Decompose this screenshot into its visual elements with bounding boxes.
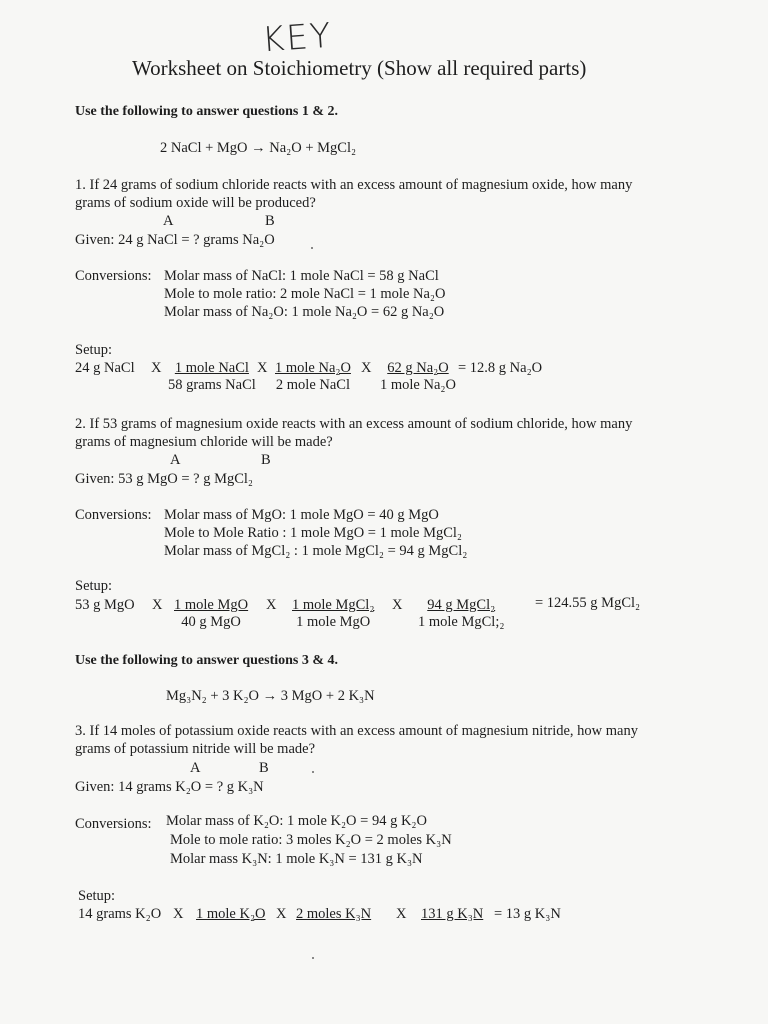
q1-factor-2-numerator: 1 mole Na₂O: [275, 360, 351, 376]
page-title: Worksheet on Stoichiometry (Show all required parts): [132, 56, 587, 80]
q2-question-line1: 2. If 53 grams of magnesium oxide reacts with an excess amount of sodium chloride, how many: [75, 416, 633, 432]
pen-mark: [312, 957, 314, 959]
q1-setup-label: Setup:: [75, 342, 113, 358]
q2-setup-start: 53 g MgO: [75, 597, 135, 613]
q1-factor-1-numerator: 1 mole NaCl: [174, 360, 249, 376]
q2-question-line2: grams of magnesium chloride will be made?: [75, 434, 333, 450]
q2-factor-2: [292, 597, 374, 631]
q1-given: Given: 24 g NaCl = ? grams Na₂O: [75, 232, 275, 248]
q1-conversion-1: Molar mass of NaCl: 1 mole NaCl = 58 g NaCl: [164, 268, 439, 284]
pen-mark: [312, 771, 314, 773]
pen-mark: [311, 247, 313, 249]
q1-factor-2: [275, 360, 351, 394]
q1-conversion-2: Mole to mole ratio: 2 mole NaCl = 1 mole Na₂O: [164, 286, 446, 302]
q2-times-1: X: [152, 597, 163, 613]
q3-factor-3-numerator: 131 g K₃N: [421, 906, 484, 922]
q3-factor-1-numerator: 1 mole K₂O: [196, 906, 266, 922]
q3-given: Given: 14 grams K₂O = ? g K₃N: [75, 779, 264, 795]
q1-factor-3-denominator: 1 mole Na₂O: [380, 377, 456, 393]
q1-factor-2-denominator: 2 mole NaCl: [275, 377, 351, 393]
q1-conversions-label: Conversions:: [75, 268, 152, 284]
q3-times-2: X: [276, 906, 287, 922]
q3-label-b: B: [259, 760, 269, 776]
q1-times-3: X: [361, 360, 372, 376]
q2-factor-3-numerator: 94 g MgCl₂: [427, 597, 496, 613]
q2-label-b: B: [261, 452, 271, 468]
q3-factor-2-numerator: 2 moles K₃N: [296, 906, 372, 922]
q2-label-a: A: [170, 452, 181, 468]
q1-factor-3: [380, 360, 456, 394]
q2-setup-label: Setup:: [75, 578, 113, 594]
q1-factor-1-denominator: 58 grams NaCl: [168, 377, 256, 393]
q1-question-line2: grams of sodium oxide will be produced?: [75, 195, 316, 211]
q2-given: Given: 53 g MgO = ? g MgCl₂: [75, 471, 253, 487]
q1-factor-3-numerator: 62 g Na₂O: [387, 360, 449, 376]
q2-times-2: X: [266, 597, 277, 613]
q3-conversion-2: Mole to mole ratio: 3 moles K₂O = 2 moles K₃N: [170, 832, 452, 848]
q2-factor-1-numerator: 1 mole MgO: [174, 597, 249, 613]
q3-question-line1: 3. If 14 moles of potassium oxide reacts with an excess amount of magnesium nitride, how many: [75, 723, 638, 739]
q1-label-a: A: [163, 213, 174, 229]
q2-factor-1-denominator: 40 g MgO: [181, 614, 241, 630]
q2-conversion-3: Molar mass of MgCl₂ : 1 mole MgCl₂ = 94 g MgCl₂: [164, 543, 468, 559]
q2-conversions-label: Conversions:: [75, 507, 152, 523]
section2-equation: Mg₃N₂ + 3 K₂O → 3 MgO + 2 K₃N: [166, 688, 375, 704]
q3-label-a: A: [190, 760, 201, 776]
section2-heading: Use the following to answer questions 3 & 4.: [75, 653, 339, 668]
section1-equation: 2 NaCl + MgO → Na₂O + MgCl₂: [160, 140, 357, 156]
q3-conversion-3: Molar mass K₃N: 1 mole K₃N = 131 g K₃N: [170, 851, 423, 867]
q3-times-1: X: [173, 906, 184, 922]
q3-result: = 13 g K₃N: [494, 906, 561, 922]
q1-setup-start: 24 g NaCl: [75, 360, 135, 376]
q1-conversion-3: Molar mass of Na₂O: 1 mole Na₂O = 62 g Na₂O: [164, 304, 445, 320]
q3-conversions-label: Conversions:: [75, 816, 152, 832]
q2-factor-1: [174, 597, 248, 631]
q1-label-b: B: [265, 213, 275, 229]
q1-times-1: X: [151, 360, 162, 376]
q2-times-3: X: [392, 597, 403, 613]
q3-setup-start: 14 grams K₂O: [78, 906, 162, 922]
q1-question-line1: 1. If 24 grams of sodium chloride reacts with an excess amount of magnesium oxide, how many: [75, 177, 633, 193]
q2-factor-2-numerator: 1 mole MgCl₂: [292, 597, 375, 613]
q2-factor-3-denominator: 1 mole MgCl;₂: [418, 614, 505, 630]
handwritten-key-label: KEY: [260, 15, 334, 61]
q3-times-3: X: [396, 906, 407, 922]
section1-heading: Use the following to answer questions 1 & 2.: [75, 104, 339, 119]
q1-result: = 12.8 g Na₂O: [458, 360, 543, 376]
q2-conversion-2: Mole to Mole Ratio : 1 mole MgO = 1 mole MgCl₂: [164, 525, 462, 541]
q3-conversion-1: Molar mass of K₂O: 1 mole K₂O = 94 g K₂O: [166, 813, 427, 829]
q3-question-line2: grams of potassium nitride will be made?: [75, 741, 316, 757]
q2-result: = 124.55 g MgCl₂: [535, 595, 641, 611]
q1-times-2: X: [257, 360, 268, 376]
q3-setup-label: Setup:: [78, 888, 116, 904]
q2-conversion-1: Molar mass of MgO: 1 mole MgO = 40 g MgO: [164, 507, 439, 523]
q1-factor-1: [168, 360, 256, 394]
q2-factor-2-denominator: 1 mole MgO: [296, 614, 371, 630]
q2-factor-3: [418, 597, 504, 631]
